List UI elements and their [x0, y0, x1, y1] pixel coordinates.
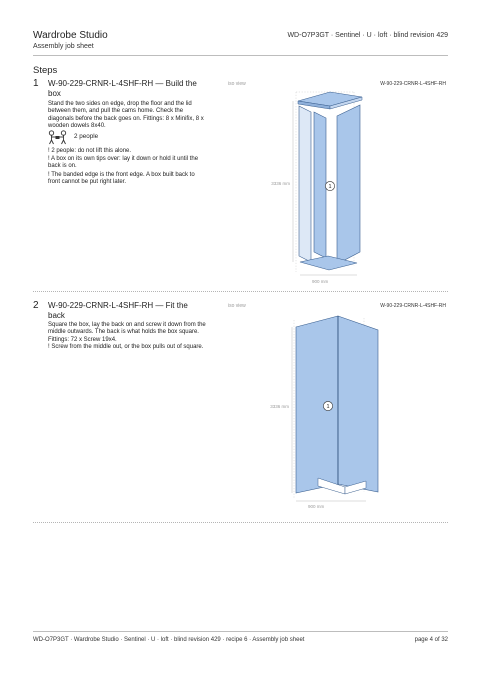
step-1-diagram [226, 86, 448, 286]
step-1-number: 1 [33, 78, 39, 89]
step-2-height-dim: 3336 mm [270, 404, 289, 409]
step-2-view-label: iso view [228, 303, 246, 309]
back-panel-right [338, 316, 378, 492]
step-1-note-3: ! The banded edge is the front edge. A box built back to front cannot be put right later. [48, 172, 195, 186]
step-1-width-dim: 900 mm [312, 279, 329, 284]
step-1-note-2: ! A box on its own tips over: lay it down or hold it until the back is on. [48, 156, 199, 170]
step-1-body: Stand the two sides on edge, drop the floor and the lid between them, and pull the cams home. Check the diagonals before the back goes on. Fittings: 8 x Minifix, 8 x wooden dowels 8x40. [48, 101, 204, 129]
document-subtitle: Assembly job sheet [33, 43, 94, 50]
page-number: page 4 of 32 [414, 637, 448, 643]
step-2-width-dim: 900 mm [308, 504, 325, 509]
section-title: Steps [33, 65, 58, 76]
project-code: WD-O7P3GT · Sentinel · U · loft · blind revision 429 [287, 32, 448, 39]
step-1-title: W-90-229-CRNR-L-4SHF-RH — Build the box [48, 79, 197, 98]
step-1-view-label: iso view [228, 81, 246, 87]
footer-info: WD-O7P3GT · Wardrobe Studio · Sentinel · U · loft · blind revision 429 · recipe 6 · Assembly job sheet [33, 637, 305, 643]
step-1-figure-code: W-90-229-CRNR-L-4SHF-RH [380, 81, 446, 87]
app-title: Wardrobe Studio [33, 30, 108, 41]
step-2-title: W-90-229-CRNR-L-4SHF-RH — Fit the back [48, 301, 188, 320]
header-divider [33, 55, 448, 56]
step-2-note-1: ! Screw from the middle out, or the box pulls out of square. [48, 344, 204, 350]
left-side-panel [299, 106, 311, 262]
step-2-figure-code: W-90-229-CRNR-L-4SHF-RH [380, 303, 446, 309]
step-2-body: Square the box, lay the back on and screw it down from the middle outwards. The back is what holds the box square. Fittings: 72 x Screw 19x4. [48, 322, 206, 343]
right-side-panel [337, 105, 360, 264]
step-2-diagram [226, 308, 448, 516]
step-2-callout-number: 1 [326, 404, 330, 410]
upright-panel [314, 112, 326, 258]
step-2-number: 2 [33, 300, 39, 311]
two-people-icon [47, 130, 69, 150]
people-count: 2 people [74, 133, 99, 140]
step-1-note-1: ! 2 people: do not lift this alone. [48, 148, 132, 154]
steps-end-divider [33, 522, 448, 523]
step-1-height-dim: 3336 mm [271, 181, 290, 186]
step-divider [33, 291, 448, 292]
step-1-callout-number: 1 [328, 184, 332, 190]
footer-divider [33, 631, 448, 632]
